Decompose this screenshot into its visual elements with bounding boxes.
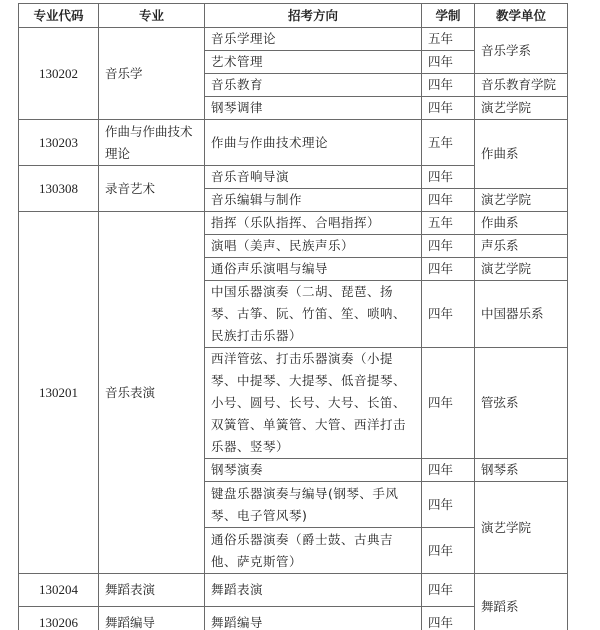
- unit-cell: 钢琴系: [475, 459, 568, 482]
- years-cell: 四年: [422, 235, 475, 258]
- unit-cell: 舞蹈系: [475, 574, 568, 630]
- unit-cell: 演艺学院: [475, 97, 568, 120]
- unit-cell: 管弦系: [475, 348, 568, 459]
- direction-cell: 音乐学理论: [205, 28, 422, 51]
- years-cell: 四年: [422, 348, 475, 459]
- direction-cell: 作曲与作曲技术理论: [205, 120, 422, 166]
- direction-cell: 中国乐器演奏（二胡、琵琶、扬琴、古筝、阮、竹笛、笙、唢呐、民族打击乐器）: [205, 281, 422, 348]
- unit-cell: 演艺学院: [475, 189, 568, 212]
- years-cell: 四年: [422, 189, 475, 212]
- years-cell: 四年: [422, 482, 475, 528]
- major-code-cell: 130203: [19, 120, 99, 166]
- major-name-cell: 音乐表演: [99, 212, 205, 574]
- table-row: [19, 28, 568, 51]
- direction-cell: 钢琴调律: [205, 97, 422, 120]
- direction-cell: 舞蹈编导: [205, 607, 422, 630]
- table-header-row: [19, 4, 568, 28]
- years-cell: 四年: [422, 281, 475, 348]
- years-cell: 四年: [422, 74, 475, 97]
- major-code-cell: 130202: [19, 28, 99, 120]
- direction-cell: 钢琴演奏: [205, 459, 422, 482]
- table-row: [19, 120, 568, 166]
- direction-cell: 音乐编辑与制作: [205, 189, 422, 212]
- years-cell: 五年: [422, 28, 475, 51]
- unit-cell: 演艺学院: [475, 482, 568, 574]
- years-cell: 四年: [422, 607, 475, 630]
- direction-cell: 通俗乐器演奏（爵士鼓、古典吉他、萨克斯管）: [205, 528, 422, 574]
- direction-cell: 键盘乐器演奏与编导(钢琴、手风琴、电子管风琴): [205, 482, 422, 528]
- major-name-cell: 舞蹈编导: [99, 607, 205, 630]
- unit-cell: 音乐教育学院: [475, 74, 568, 97]
- direction-cell: 音乐教育: [205, 74, 422, 97]
- header-major: 专业: [99, 4, 205, 28]
- header-years: 学制: [422, 4, 475, 28]
- unit-cell: 音乐学系: [475, 28, 568, 74]
- major-name-cell: 音乐学: [99, 28, 205, 120]
- table-row: [19, 574, 568, 607]
- major-code-cell: 130204: [19, 574, 99, 607]
- direction-cell: 通俗声乐演唱与编导: [205, 258, 422, 281]
- major-name-cell: 作曲与作曲技术理论: [99, 120, 205, 166]
- years-cell: 四年: [422, 51, 475, 74]
- direction-cell: 指挥（乐队指挥、合唱指挥）: [205, 212, 422, 235]
- years-cell: 四年: [422, 528, 475, 574]
- major-code-cell: 130308: [19, 166, 99, 212]
- unit-cell: 作曲系: [475, 120, 568, 189]
- direction-cell: 演唱（美声、民族声乐）: [205, 235, 422, 258]
- header-code: 专业代码: [19, 4, 99, 28]
- admissions-table: [18, 3, 568, 630]
- direction-cell: 音乐音响导演: [205, 166, 422, 189]
- direction-cell: 艺术管理: [205, 51, 422, 74]
- unit-cell: 中国器乐系: [475, 281, 568, 348]
- unit-cell: 作曲系: [475, 212, 568, 235]
- major-code-cell: 130201: [19, 212, 99, 574]
- header-unit: 教学单位: [475, 4, 568, 28]
- major-code-cell: 130206: [19, 607, 99, 630]
- direction-cell: 舞蹈表演: [205, 574, 422, 607]
- years-cell: 四年: [422, 258, 475, 281]
- years-cell: 四年: [422, 166, 475, 189]
- years-cell: 四年: [422, 459, 475, 482]
- years-cell: 五年: [422, 120, 475, 166]
- major-name-cell: 舞蹈表演: [99, 574, 205, 607]
- years-cell: 四年: [422, 97, 475, 120]
- unit-cell: 演艺学院: [475, 258, 568, 281]
- unit-cell: 声乐系: [475, 235, 568, 258]
- header-direction: 招考方向: [205, 4, 422, 28]
- years-cell: 四年: [422, 574, 475, 607]
- table-row: [19, 212, 568, 235]
- years-cell: 五年: [422, 212, 475, 235]
- major-name-cell: 录音艺术: [99, 166, 205, 212]
- direction-cell: 西洋管弦、打击乐器演奏（小提琴、中提琴、大提琴、低音提琴、小号、圆号、长号、大号、长笛、双簧管、单簧管、大管、西洋打击乐器、竖琴）: [205, 348, 422, 459]
